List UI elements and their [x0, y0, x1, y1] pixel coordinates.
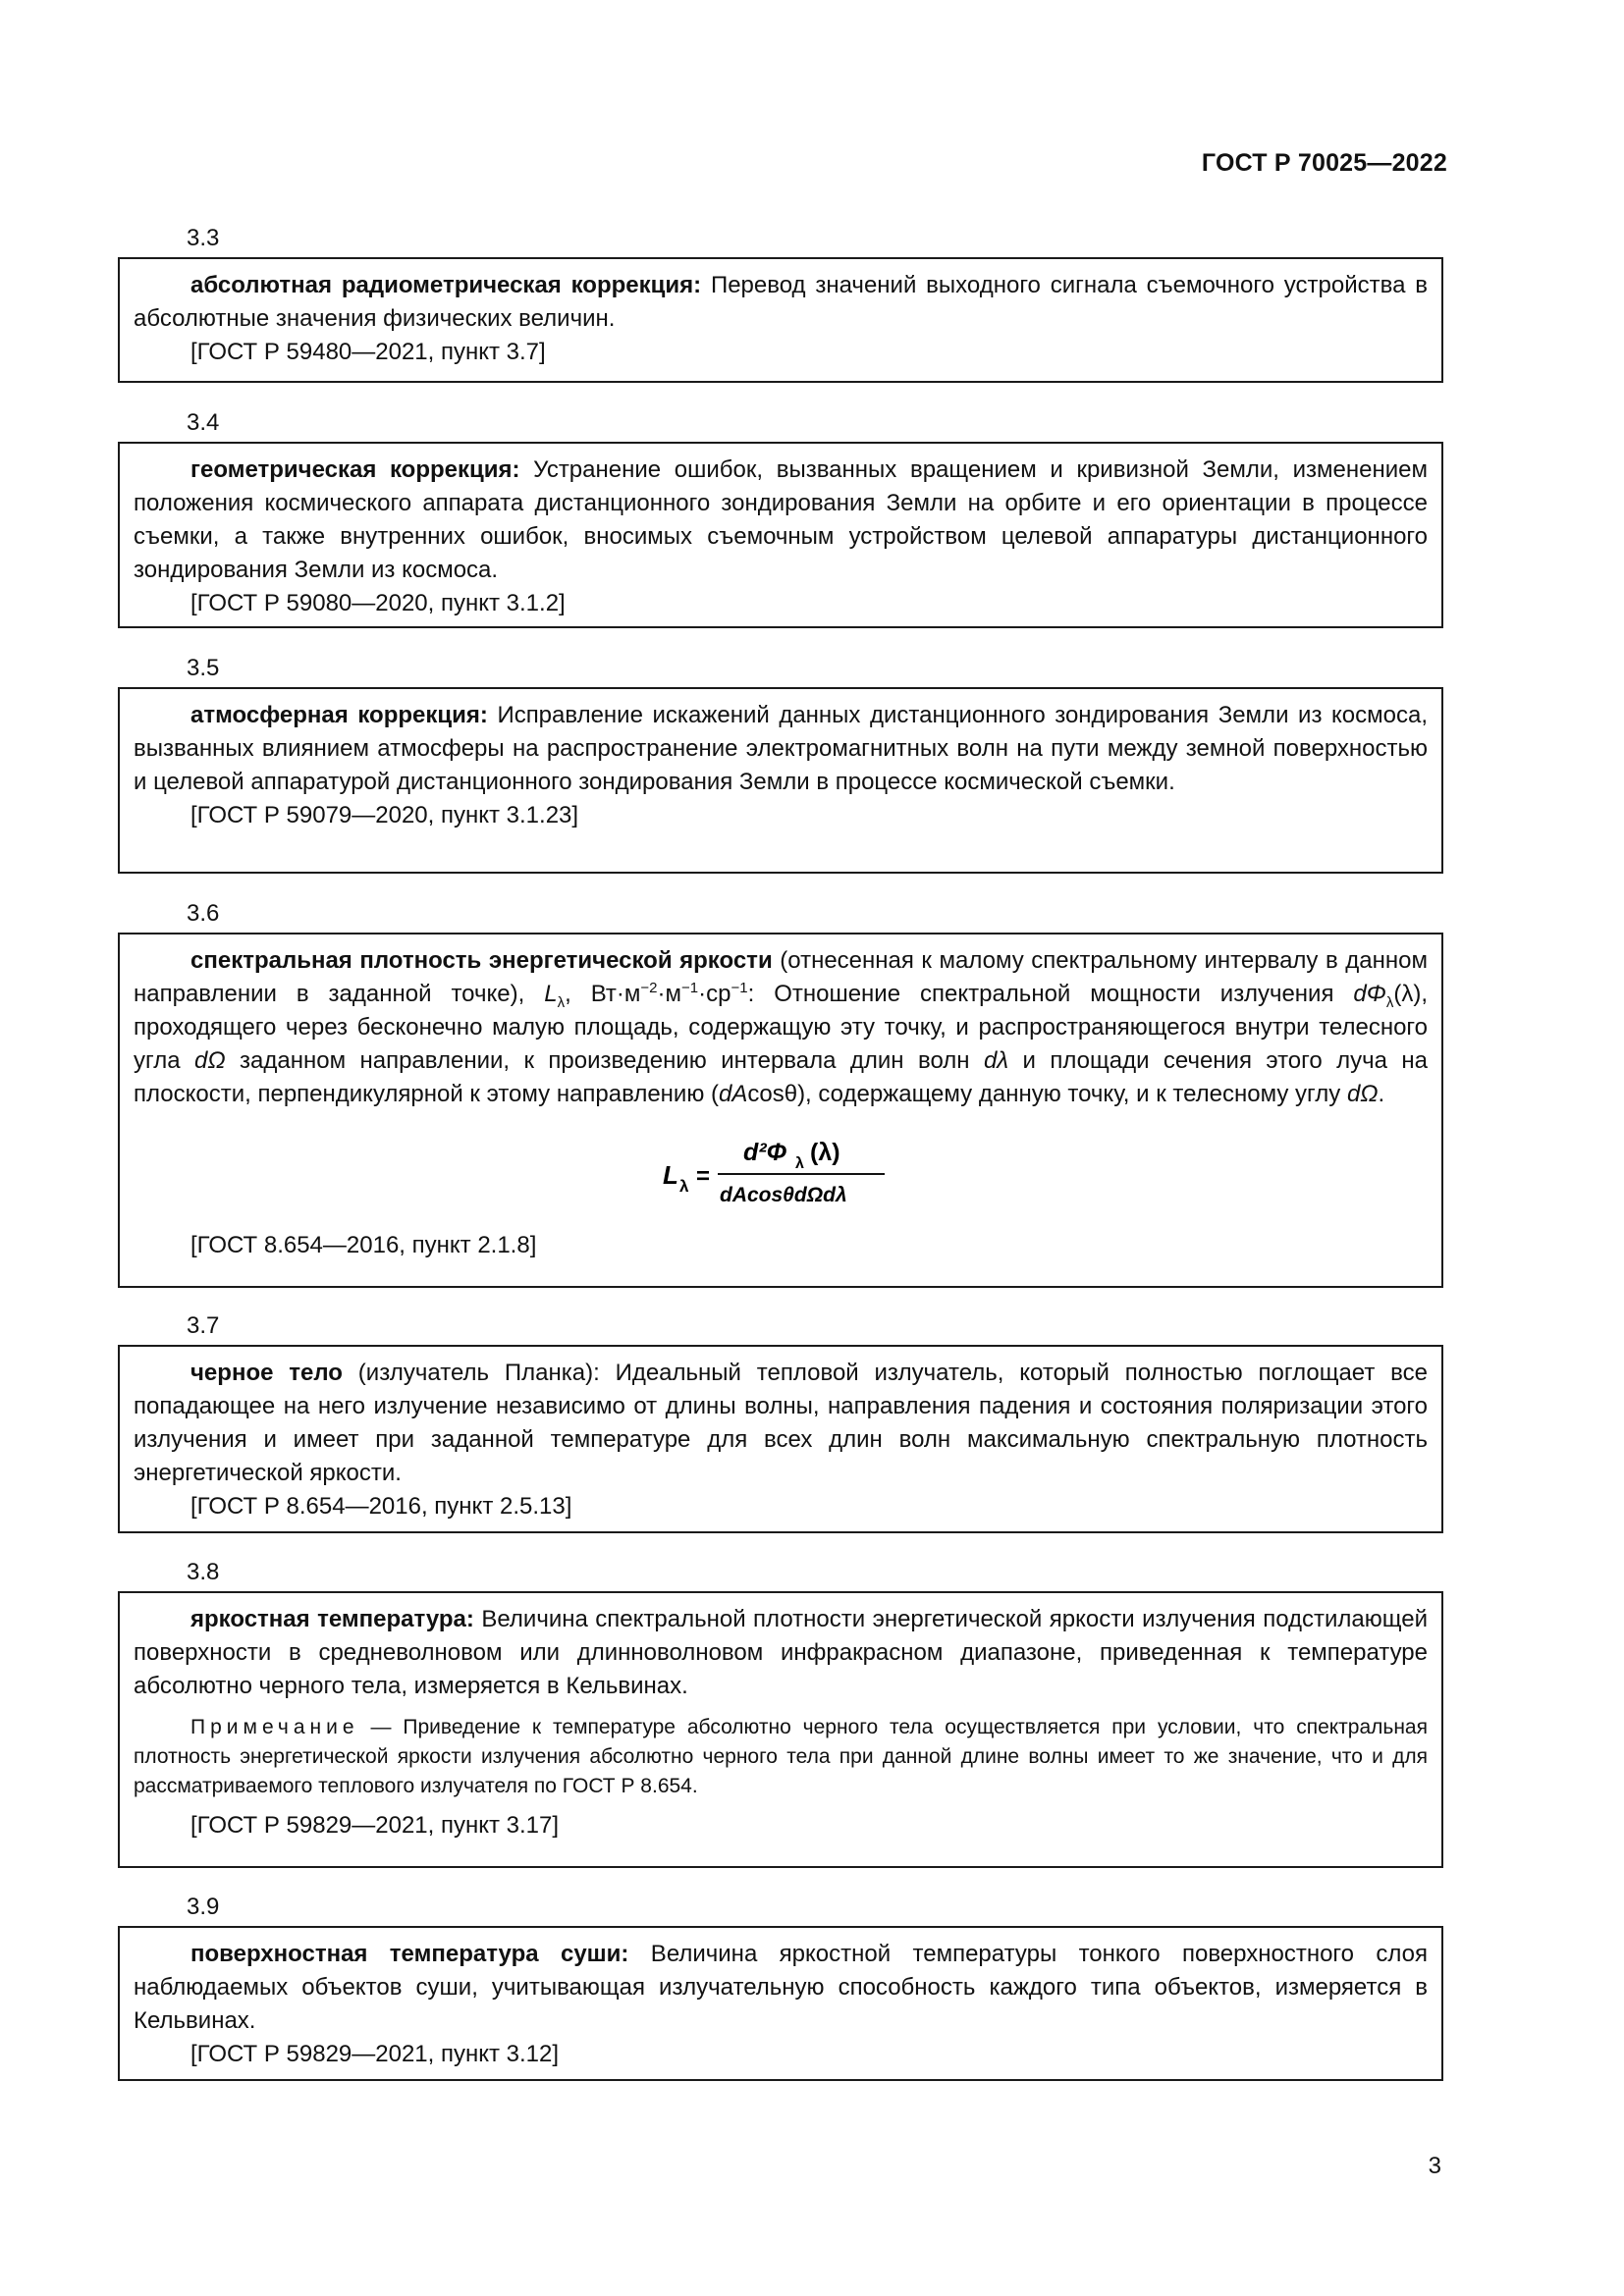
definition-text [134, 944, 1428, 1111]
definition: Величина спектральной плотности энергетической яркости излучения подстилающей поверхности в средневолновом или длинноволновом инфракрасном диапазоне, приведенная к температуре абсолютно черного тела, измеряется в Кельвинах. [134, 1606, 1428, 1699]
symbol: cosθ [747, 1081, 798, 1107]
source-reference: [ГОСТ Р 59079—2020, пункт 3.1.23] [190, 802, 579, 828]
formula-equals: = [696, 1163, 711, 1190]
note [134, 1713, 1428, 1801]
definition: (излучатель Планка): Идеальный тепловой излучатель, который полностью поглощает все попадающее на него излучение независимо от длины волны, направления падения и состояния поляризации этого излучения и имеет при заданной температуре для всех длин волн максимальную спектральную плотность энергетической яркости. [134, 1360, 1428, 1486]
source-reference: [ГОСТ Р 8.654—2016, пункт 2.5.13] [190, 1493, 572, 1520]
formula-svg [653, 1127, 908, 1217]
formula-lhs-subscript: λ [679, 1177, 689, 1196]
definition-part: заданном направлении, к произведению интервала длин волн [225, 1047, 984, 1074]
definition-part: : Отношение спектральной мощности излучения [747, 981, 1354, 1007]
formula-denominator: dAcosθdΩdλ [720, 1184, 847, 1206]
note-text: — Приведение к температуре абсолютно черного тела осуществляется при условии, что спектральная плотность энергетической яркости излучения абсолютно черного тела при данной длине волны имеет то же значение, что и для рассматриваемого теплового излучателя по ГОСТ Р 8.654. [134, 1716, 1428, 1797]
definition: Устранение ошибок, вызванных вращением и кривизной Земли, изменением положения космического аппарата дистанционного зондирования Земли на орбите и его ориентации в процессе съемки, а также внутренних ошибок, вносимых съемочным устройством целевой аппаратуры дистанционного зондирования Земли из космоса. [134, 456, 1428, 583]
symbol: dλ [983, 1047, 1009, 1074]
definition-text [134, 699, 1428, 799]
term: яркостная температура: [190, 1606, 474, 1632]
entry-number-3-3: 3.3 [187, 225, 220, 251]
units: ·м [657, 981, 682, 1007]
definition-text [134, 454, 1428, 587]
symbol-subscript: λ [1385, 993, 1394, 1011]
definition-box-3-6 [118, 933, 1443, 1288]
symbol: dΦ [1353, 981, 1386, 1007]
definition-part: , проходящего через бесконечно малую площадь, содержащую эту точку, и распространяющегося внутри телесного угла [134, 981, 1428, 1074]
formula-lhs: L [663, 1160, 678, 1190]
formula-numerator-argument: (λ) [810, 1139, 840, 1166]
entry-number-3-6: 3.6 [187, 900, 220, 927]
definition-box-3-3 [118, 257, 1443, 383]
term: спектральная плотность энергетической яркости [190, 947, 773, 974]
term: поверхностная температура суши: [190, 1941, 629, 1967]
definition-part: ), содержащему данную точку, и к телесному углу [797, 1081, 1347, 1107]
symbol-subscript: λ [557, 993, 566, 1011]
source-reference: [ГОСТ Р 59829—2021, пункт 3.17] [190, 1812, 560, 1839]
page-number: 3 [1428, 2153, 1441, 2179]
symbol: (λ) [1393, 981, 1422, 1007]
definition-box-3-9 [118, 1926, 1443, 2081]
note-label: Примечание [190, 1716, 359, 1738]
definition-text [134, 1357, 1428, 1490]
definition-box-3-4 [118, 442, 1443, 628]
term: атмосферная коррекция: [190, 702, 488, 728]
definition-part: и площади сечения этого луча на плоскости, перпендикулярной к этому направлению ( [134, 1047, 1429, 1107]
units: , Вт·м [565, 981, 641, 1007]
units: ·ср [698, 981, 731, 1007]
formula [134, 1127, 1428, 1217]
definition-box-3-7 [118, 1345, 1443, 1533]
definition: Исправление искажений данных дистанционного зондирования Земли из космоса, вызванных влиянием атмосферы на распространение электромагнитных волн на пути между земной поверхностью и целевой аппаратурой дистанционного зондирования Земли в процессе космической съемки. [134, 702, 1428, 795]
definition-text [134, 1938, 1428, 2038]
source-reference: [ГОСТ Р 59480—2021, пункт 3.7] [190, 339, 546, 365]
symbol: dΩ [1346, 1081, 1379, 1107]
symbol: L [544, 981, 558, 1007]
source-reference: [ГОСТ 8.654—2016, пункт 2.1.8] [190, 1232, 537, 1258]
source-reference: [ГОСТ Р 59080—2020, пункт 3.1.2] [190, 590, 566, 616]
term: абсолютная радиометрическая коррекция: [190, 272, 702, 298]
entry-number-3-8: 3.8 [187, 1559, 220, 1585]
definition-box-3-8 [118, 1591, 1443, 1868]
definition: Величина яркостной температуры тонкого поверхностного слоя наблюдаемых объектов суши, учитывающая излучательную способность каждого типа объектов, измеряется в Кельвинах. [134, 1941, 1428, 2034]
formula-numerator: d²Φ [743, 1139, 787, 1166]
entry-number-3-4: 3.4 [187, 409, 220, 436]
entry-number-3-9: 3.9 [187, 1894, 220, 1920]
term: черное тело [190, 1360, 343, 1386]
units-exponent: −1 [681, 980, 699, 996]
definition: Перевод значений выходного сигнала съемочного устройства в абсолютные значения физических величин. [134, 272, 1428, 332]
definition-part: (отнесенная к малому спектральному интервалу в данном направлении в заданной точке), [134, 947, 1428, 1007]
entry-number-3-5: 3.5 [187, 655, 220, 681]
symbol: dA [719, 1081, 748, 1107]
source-reference: [ГОСТ Р 59829—2021, пункт 3.12] [190, 2041, 560, 2067]
definition-part: . [1378, 1081, 1385, 1107]
term: геометрическая коррекция: [190, 456, 520, 483]
definition-box-3-5 [118, 687, 1443, 874]
definition-text [134, 269, 1428, 336]
formula-numerator-subscript: λ [795, 1155, 804, 1172]
symbol: dΩ [194, 1047, 226, 1074]
definition-text [134, 1603, 1428, 1703]
entry-number-3-7: 3.7 [187, 1312, 220, 1339]
units-exponent: −1 [731, 980, 748, 996]
document-code: ГОСТ Р 70025—2022 [1201, 149, 1447, 177]
units-exponent: −2 [640, 980, 658, 996]
